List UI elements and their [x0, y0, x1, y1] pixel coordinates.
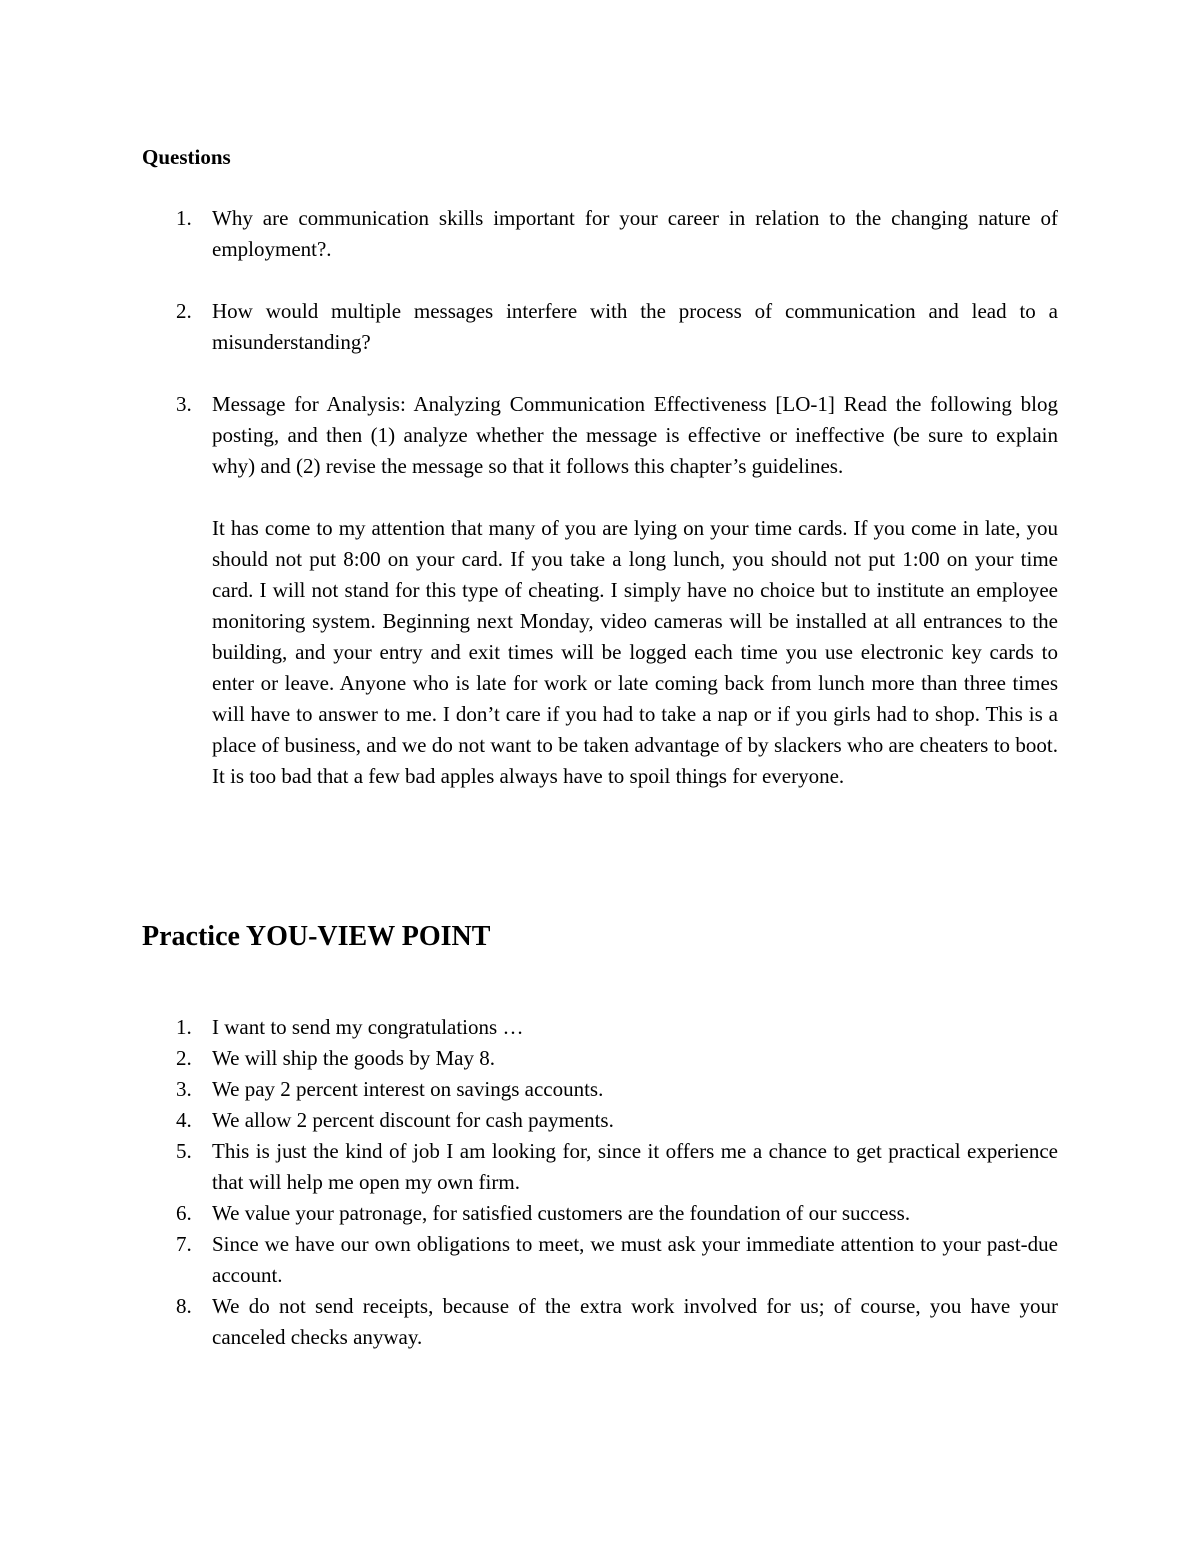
practice-number: 8.	[176, 1294, 192, 1318]
practice-text: We will ship the goods by May 8.	[212, 1046, 495, 1070]
practice-text: We value your patronage, for satisfied customers are the foundation of our success.	[212, 1201, 911, 1225]
practice-number: 2.	[176, 1046, 192, 1070]
practice-number: 5.	[176, 1139, 192, 1163]
practice-number: 3.	[176, 1077, 192, 1101]
practice-item	[142, 1043, 1058, 1074]
practice-text: This is just the kind of job I am looking for, since it offers me a chance to get practical experience that will help me open my own firm.	[212, 1139, 1058, 1194]
question-number: 2.	[176, 299, 192, 323]
practice-item	[142, 1229, 1058, 1291]
question-text: How would multiple messages interfere with the process of communication and lead to a misunderstanding?	[212, 299, 1058, 354]
practice-item	[142, 1136, 1058, 1198]
practice-text: Since we have our own obligations to meet, we must ask your immediate attention to your past-due account.	[212, 1232, 1058, 1287]
question-number: 1.	[176, 206, 192, 230]
practice-text: We allow 2 percent discount for cash payments.	[212, 1108, 614, 1132]
question-text: Why are communication skills important for your career in relation to the changing nature of employment?.	[212, 206, 1058, 261]
practice-number: 7.	[176, 1232, 192, 1256]
question-item	[142, 389, 1058, 792]
question-item	[142, 296, 1058, 358]
question-text: Message for Analysis: Analyzing Communication Effectiveness [LO-1] Read the following blog posting, and then (1) analyze whether the message is effective or ineffective (be sure to explain why) and (2) revise the message so that it follows this chapter’s guidelines.	[212, 392, 1058, 478]
practice-number: 4.	[176, 1108, 192, 1132]
question-item	[142, 203, 1058, 265]
practice-item	[142, 1105, 1058, 1136]
questions-list	[142, 203, 1058, 823]
practice-item	[142, 1198, 1058, 1229]
practice-heading: Practice YOU-VIEW POINT	[142, 921, 491, 952]
practice-number: 6.	[176, 1201, 192, 1225]
practice-text: I want to send my congratulations …	[212, 1015, 524, 1039]
question-number: 3.	[176, 392, 192, 416]
blog-posting-text: It has come to my attention that many of you are lying on your time cards. If you come in late, you should not put 8:00 on your card. If you take a long lunch, you should not put 1:00 on your time card. I will not stand for this type of cheating. I simply have no choice but to institute an employee monitoring system. Beginning next Monday, video cameras will be installed at all entrances to the building, and your entry and exit times will be logged each time you use electronic key cards to enter or leave. Anyone who is late for work or late coming back from lunch more than three times will have to answer to me. I don’t care if you had to take a nap or if you girls had to shop. This is a place of business, and we do not want to be taken advantage of by slackers who are cheaters to boot. It is too bad that a few bad apples always have to spoil things for everyone.	[212, 516, 1058, 788]
practice-number: 1.	[176, 1015, 192, 1039]
practice-item	[142, 1012, 1058, 1043]
practice-text: We do not send receipts, because of the extra work involved for us; of course, you have your canceled checks anyway.	[212, 1294, 1058, 1349]
practice-list	[142, 1012, 1058, 1353]
questions-heading: Questions	[142, 145, 231, 169]
practice-item	[142, 1291, 1058, 1353]
practice-item	[142, 1074, 1058, 1105]
practice-text: We pay 2 percent interest on savings accounts.	[212, 1077, 604, 1101]
